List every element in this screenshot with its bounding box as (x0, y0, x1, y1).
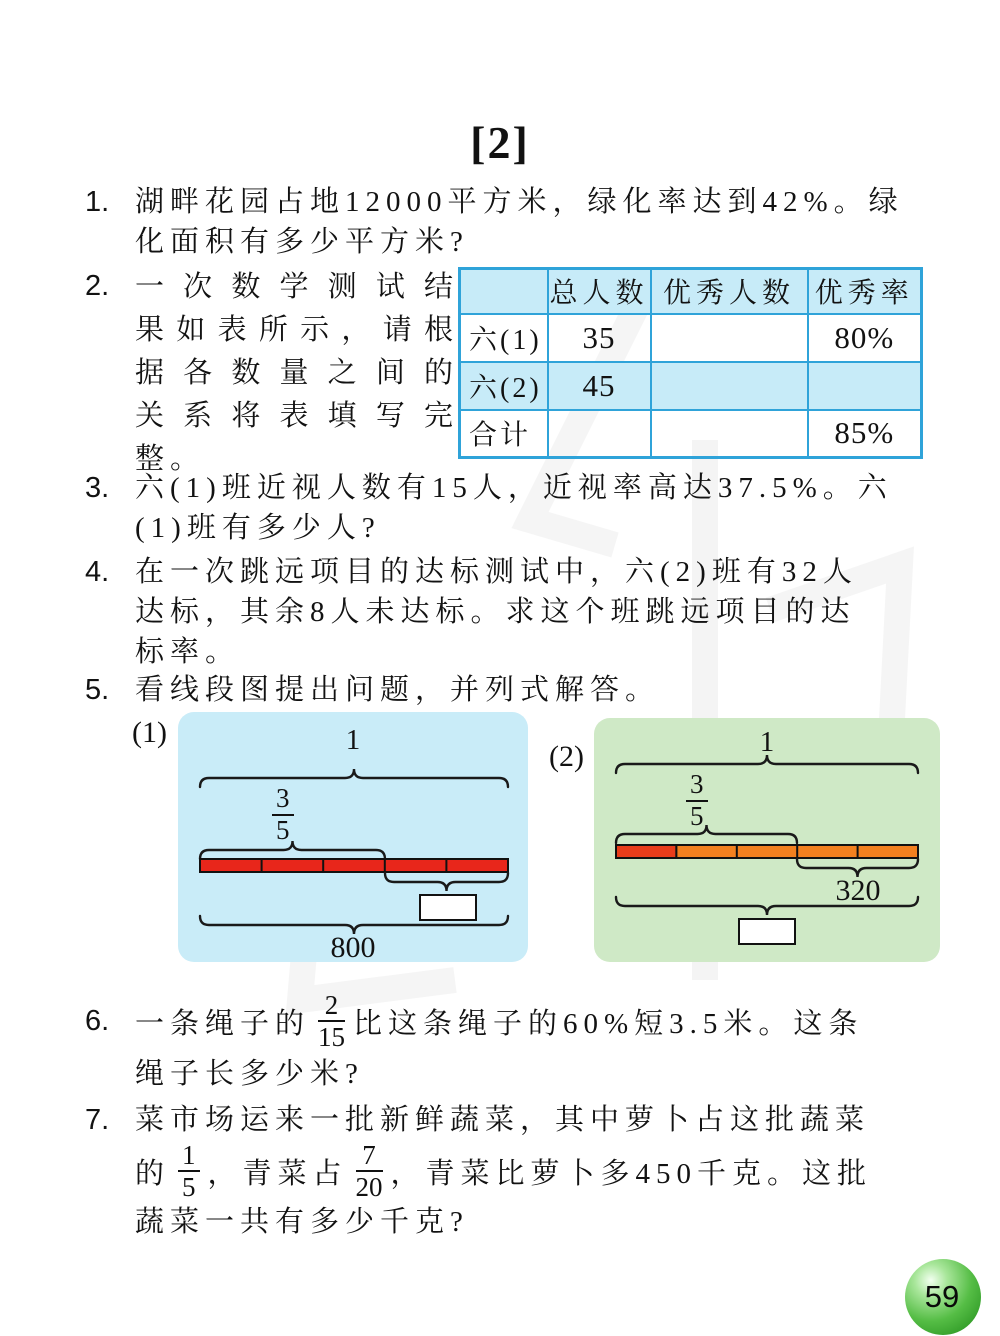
inline-fraction (178, 1140, 200, 1202)
row-label: 合计 (460, 410, 548, 458)
problem-3 (85, 468, 947, 548)
problem-6-line-2: 绳子长多少米? (135, 1058, 364, 1090)
problem-2-line-2: 果如表所示，请根 (135, 314, 453, 346)
problem-2-line-1: 一次数学测试结 (135, 271, 453, 303)
problem-2-line-5: 整。 (135, 443, 206, 475)
fraction-numerator: 2 (318, 990, 345, 1022)
row-label: 六(2) (460, 362, 548, 410)
problem-6-number: 6. (85, 1005, 110, 1037)
problem-7-number: 7. (85, 1104, 110, 1136)
brace-part (385, 873, 508, 891)
problem-2 (85, 266, 453, 481)
diagram-1-label: (1) (132, 716, 167, 749)
problem-7-line-2 (135, 1140, 947, 1202)
diagram-1 (178, 712, 528, 962)
bar-first-segment (616, 845, 676, 858)
answer-box (419, 894, 477, 921)
cell-total: 35 (548, 314, 651, 362)
problem-2-number: 2. (85, 270, 110, 302)
text-segment: 比这条绳子的60%短3.5米。这条 (353, 1007, 864, 1040)
problem-4-number: 4. (85, 556, 110, 588)
problem-3-number: 3. (85, 472, 110, 504)
row-label: 六(1) (460, 314, 548, 362)
problem-1-line-1: 湖畔花园占地12000平方米，绿化率达到42%。绿 (135, 186, 904, 218)
whole-label: 1 (345, 724, 361, 756)
problem-3-line-1: 六(1)班近视人数有15人，近视率高达37.5%。六 (135, 472, 893, 504)
inline-fraction (318, 990, 345, 1052)
diagram-2 (594, 718, 940, 962)
text-segment: 一条绳子的 (135, 1007, 311, 1040)
problem-7 (85, 1100, 947, 1242)
problem-7-line-3: 蔬菜一共有多少千克? (135, 1206, 469, 1238)
table-header-row (460, 269, 922, 314)
table-row-class1 (460, 314, 922, 362)
table-header-empty (460, 269, 548, 314)
problem-4-line-2: 达标，其余8人未达标。求这个班跳远项目的达 (135, 596, 856, 628)
page-number: 59 (924, 1279, 960, 1314)
part-label: 320 (835, 874, 881, 907)
fraction-numerator: 7 (356, 1140, 383, 1172)
problem-6 (85, 988, 947, 1094)
cell-total: 45 (548, 362, 651, 410)
problem-3-line-2: (1)班有多少人? (135, 512, 381, 544)
table-row-class2 (460, 362, 922, 410)
problem-5-line-1: 看线段图提出问题，并列式解答。 (135, 674, 661, 706)
table-row-total (460, 410, 922, 458)
text-segment: 的 (135, 1157, 171, 1190)
fraction-numerator: 1 (178, 1140, 200, 1172)
fraction-numerator: 3 (686, 770, 708, 802)
cell-rate: 80% (808, 314, 922, 362)
problem-2-line-3: 据各数量之间的 (135, 357, 453, 389)
fraction-denominator: 20 (355, 1172, 383, 1202)
problem-7-line-1: 菜市场运来一批新鲜蔬菜，其中萝卜占这批蔬菜 (135, 1104, 871, 1136)
problem-1-line-2: 化面积有多少平方米? (135, 226, 469, 258)
fraction-denominator: 5 (182, 1172, 196, 1202)
problem-1 (85, 182, 947, 262)
cell-total (548, 410, 651, 458)
problem-1-number: 1. (85, 186, 110, 218)
diagram-2-label: (2) (549, 740, 584, 773)
fraction-denominator: 5 (690, 800, 704, 831)
problem-2-table (458, 267, 923, 459)
inline-fraction (356, 1140, 383, 1202)
cell-excellent (651, 314, 808, 362)
whole-label: 1 (759, 726, 775, 758)
fraction-numerator: 3 (272, 784, 294, 816)
problem-2-line-4: 关系将表填写完 (135, 400, 453, 432)
table-header-total: 总人数 (548, 269, 651, 314)
text-segment: ，青菜比萝卜多450千克。这批 (390, 1157, 873, 1190)
cell-excellent (651, 362, 808, 410)
fraction-denominator: 15 (318, 1022, 346, 1052)
problem-4 (85, 552, 947, 672)
problem-5 (85, 670, 947, 710)
answer-box (738, 918, 796, 945)
table-header-excellent: 优秀人数 (651, 269, 808, 314)
fraction-denominator: 5 (276, 814, 290, 845)
problem-4-line-3: 标率。 (135, 636, 241, 668)
bar-segments (200, 859, 508, 872)
cell-excellent (651, 410, 808, 458)
page-title: [2] (470, 117, 530, 168)
problem-5-number: 5. (85, 674, 110, 706)
brace-whole-top (200, 769, 508, 787)
cell-rate (808, 362, 922, 410)
fraction-label (272, 784, 294, 845)
total-label: 800 (330, 931, 376, 964)
table-header-rate: 优秀率 (808, 269, 922, 314)
page-number-badge (905, 1259, 981, 1335)
problem-6-line-1 (135, 988, 947, 1054)
problem-4-line-1: 在一次跳远项目的达标测试中，六(2)班有32人 (135, 556, 858, 588)
cell-rate: 85% (808, 410, 922, 458)
fraction-label (686, 770, 708, 831)
text-segment: ，青菜占 (207, 1157, 348, 1190)
